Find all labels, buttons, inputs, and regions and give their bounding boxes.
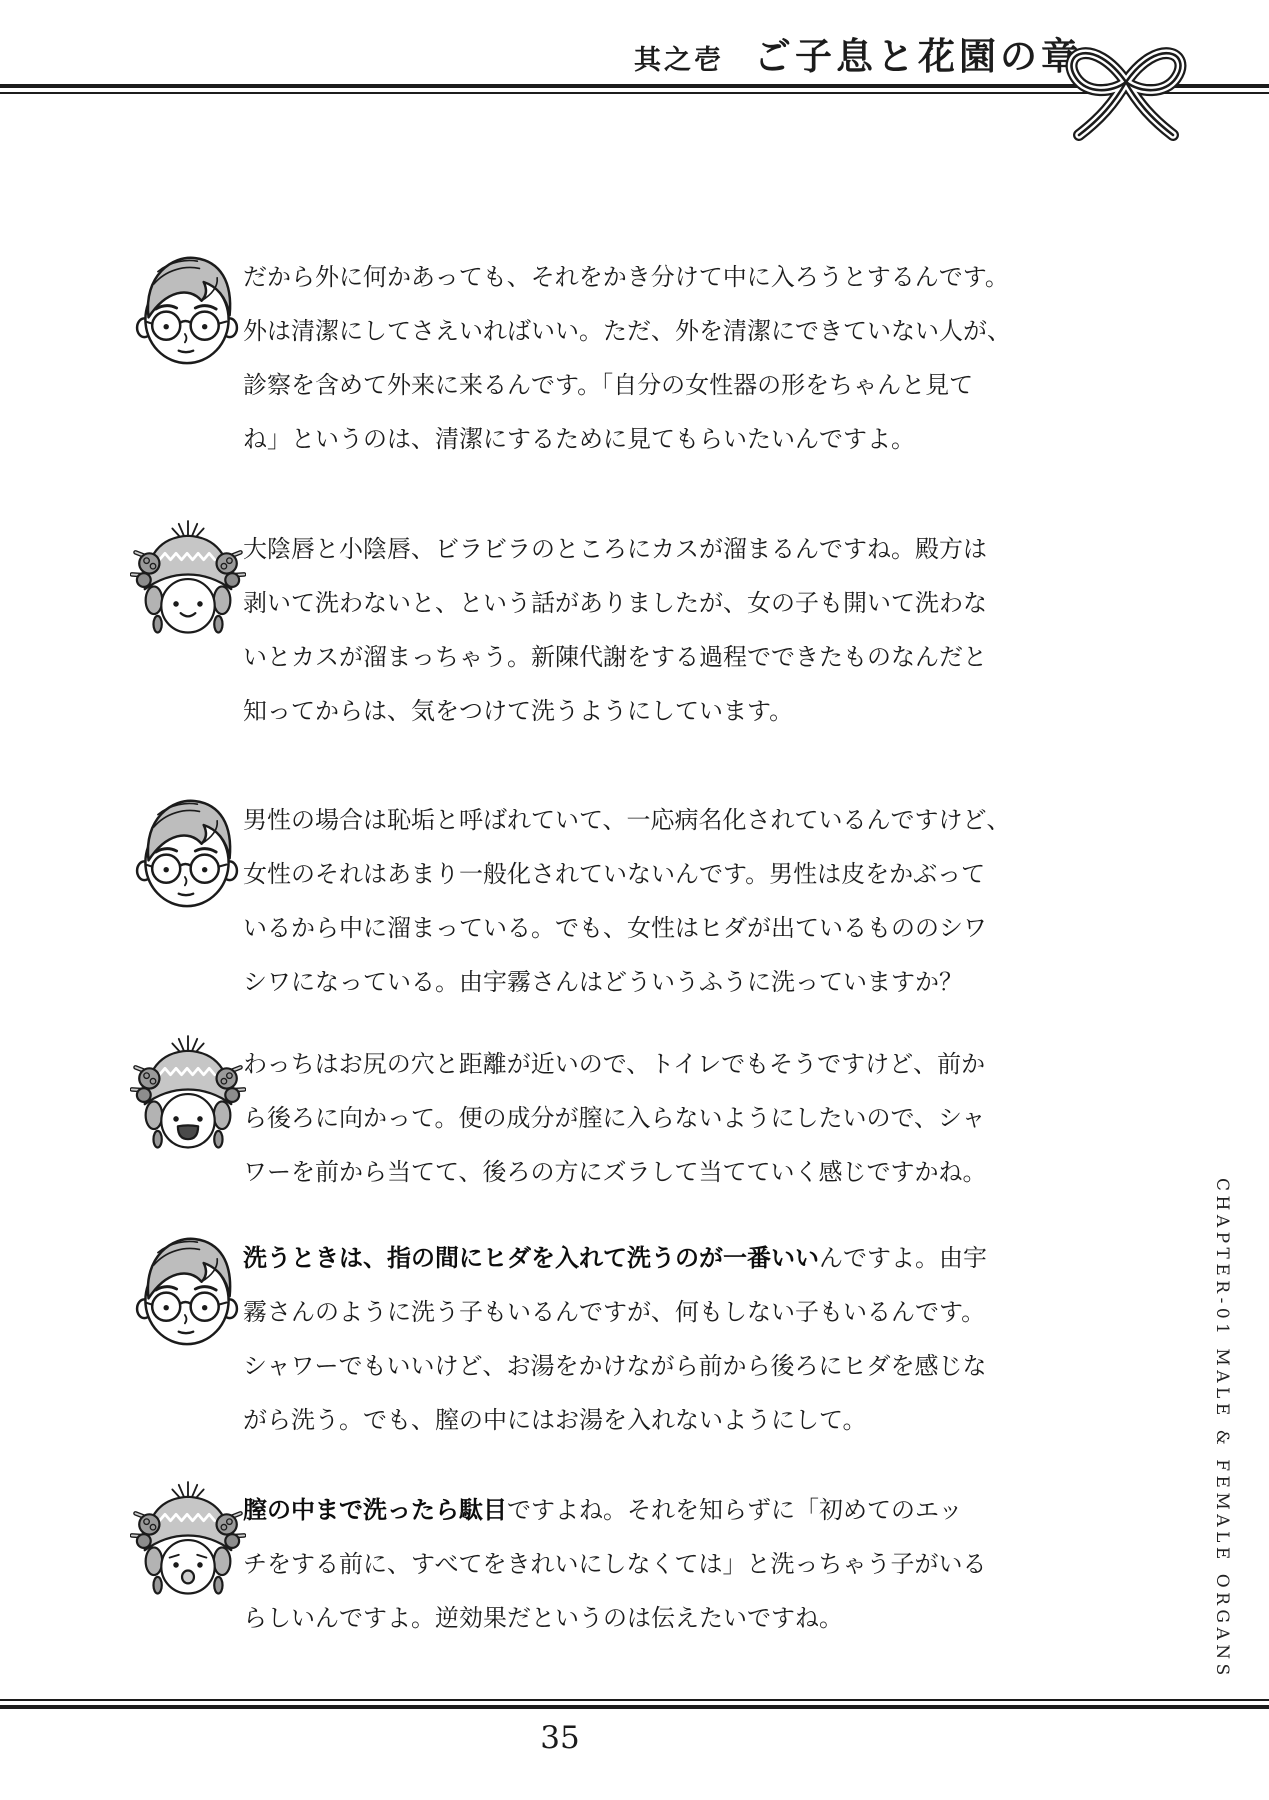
dialogue-line: ら後ろに向かって。便の成分が膣に入らないようにしたいので、シャ <box>243 1104 986 1132</box>
dialogue-line: 剥いて洗わないと、という話がありましたが、女の子も開いて洗わな <box>243 589 987 617</box>
doctor-avatar <box>135 248 239 368</box>
dialogue-block-doctor <box>243 1231 1023 1447</box>
dialogue-line: 膣の中まで洗ったら駄目ですよね。それを知らずに「初めてのエッ <box>243 1496 963 1524</box>
doctor-avatar <box>135 791 239 911</box>
page-number: 35 <box>540 1720 580 1756</box>
dialogue-line: シワになっている。由宇霧さんはどういうふうに洗っていますか？ <box>243 968 963 996</box>
dialogue-line: 診察を含めて外来に来るんです。「自分の女性器の形をちゃんと見て <box>243 371 974 399</box>
dialogue-line: 男性の場合は恥垢と呼ばれていて、一応病名化されているんですけど、 <box>243 806 1011 834</box>
dialogue-line: いとカスが溜まっちゃう。新陳代謝をする過程でできたものなんだと <box>243 643 987 671</box>
doctor-avatar <box>135 1229 239 1349</box>
dialogue-block-yuugiri <box>243 1037 1023 1199</box>
emphasis-text: 膣の中まで洗ったら駄目 <box>243 1496 507 1524</box>
dialogue-block-doctor <box>243 793 1023 1009</box>
dialogue-line: いるから中に溜まっている。でも、女性はヒダが出ているもののシワ <box>243 914 987 942</box>
footer-rule-thick <box>0 1705 1269 1709</box>
dialogue-line: シャワーでもいいけど、お湯をかけながら前から後ろにヒダを感じな <box>243 1352 987 1380</box>
dialogue-line: 洗うときは、指の間にヒダを入れて洗うのが一番いいんですよ。由宇 <box>243 1244 987 1272</box>
dialogue-text <box>243 793 1023 1009</box>
dialogue-block-yuugiri <box>243 522 1023 738</box>
dialogue-text <box>243 522 1023 738</box>
dialogue-line: わっちはお尻の穴と距離が近いので、トイレでもそうですけど、前か <box>243 1050 986 1078</box>
dialogue-line: 霧さんのように洗う子もいるんですが、何もしない子もいるんです。 <box>243 1298 986 1326</box>
dialogue-line: 大陰唇と小陰唇、ビラビラのところにカスが溜まるんですね。殿方は <box>243 535 987 563</box>
dialogue-text <box>243 250 1023 466</box>
dialogue-line: らしいんですよ。逆効果だというのは伝えたいですね。 <box>243 1604 843 1632</box>
dialogue-line: ワーを前から当てて、後ろの方にズラして当てていく感じですかね。 <box>243 1158 987 1186</box>
dialogue-text <box>243 1037 1023 1199</box>
dialogue-line: 知ってからは、気をつけて洗うようにしています。 <box>243 697 794 725</box>
footer-rule-thin <box>0 1699 1269 1701</box>
dialogue-block-yuugiri <box>243 1483 1023 1645</box>
dialogue-line: がら洗う。でも、膣の中にはお湯を入れないようにして。 <box>243 1406 867 1434</box>
dialogue-line: 女性のそれはあまり一般化されていないんです。男性は皮をかぶって <box>243 860 986 888</box>
yuugiri-avatar <box>130 512 246 648</box>
side-chapter-label: CHAPTER-01 MALE & FEMALE ORGANS <box>1212 1178 1232 1680</box>
dialogue-line: チをする前に、すべてをきれいにしなくては」と洗っちゃう子がいる <box>243 1550 987 1578</box>
chapter-heading <box>0 26 1082 80</box>
dialogue-column <box>243 250 1023 1645</box>
dialogue-block-doctor <box>243 250 1023 466</box>
dialogue-line: ね」というのは、清潔にするために見てもらいたいんですよ。 <box>243 425 915 453</box>
ribbon-bow-icon <box>1062 24 1202 146</box>
chapter-number: 其之壱 <box>634 45 724 76</box>
dialogue-text <box>243 1231 1023 1447</box>
yuugiri-avatar <box>130 1027 246 1163</box>
yuugiri-avatar <box>130 1473 246 1609</box>
chapter-title: ご子息と花園の章 <box>754 35 1082 78</box>
dialogue-line: だから外に何かあっても、それをかき分けて中に入ろうとするんです。 <box>243 263 1009 291</box>
dialogue-line: 外は清潔にしてさえいればいい。ただ、外を清潔にできていない人が、 <box>243 317 1011 345</box>
emphasis-text: 洗うときは、指の間にヒダを入れて洗うのが一番いい <box>243 1244 819 1272</box>
dialogue-text <box>243 1483 1023 1645</box>
